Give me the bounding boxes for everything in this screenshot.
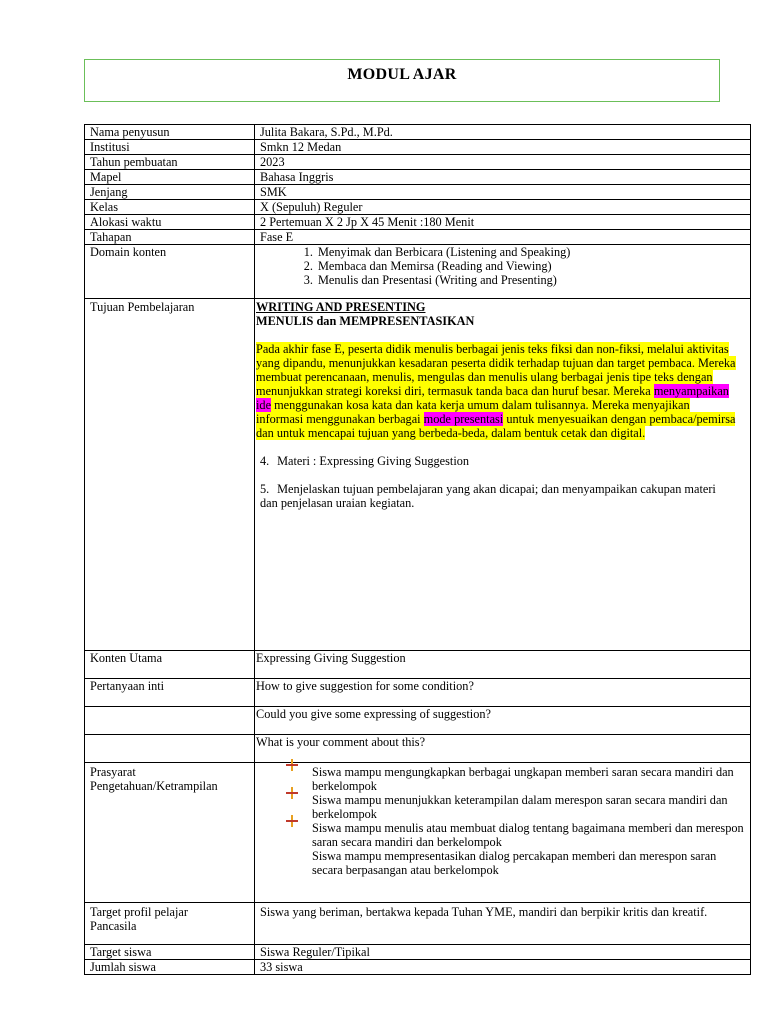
row-value: Fase E <box>255 230 751 245</box>
pertanyaan-label: Pertanyaan inti <box>85 679 255 707</box>
list-item: 1. Menyimak dan Berbicara (Listening and Speaking) <box>316 245 745 259</box>
highlight-text: Pada akhir fase E, peserta didik menulis berbagai jenis teks fiksi dan non-fiksi, melalui aktivitas yang dipandu, menunjukkan kesadaran peserta didik terhadap tujuan dan target pembaca. Mereka membuat perencanaan, menulis, mengulas dan menulis ulang berbagai jenis tipe teks dengan menunjukkan strategi koreksi diri, termasuk tanda baca dan huruf besar. Mereka <box>256 342 736 398</box>
table-row <box>85 200 751 215</box>
highlight-text: untuk menyesuaikan dengan pembaca/pemirsa dan untuk mencapai tujuan yang berbeda-beda, dalam bentuk cetak dan digital. <box>256 412 736 440</box>
jumlah-row <box>85 960 751 975</box>
profil-label-line: Pancasila <box>90 919 137 933</box>
row-value: Smkn 12 Medan <box>255 140 751 155</box>
list-item <box>312 821 745 849</box>
domain-value <box>255 245 751 299</box>
item-number: 5. <box>260 482 270 496</box>
table-row <box>85 170 751 185</box>
list-item <box>312 765 745 793</box>
highlight-text: mode presentasi <box>423 412 504 426</box>
pertanyaan-row <box>85 735 751 763</box>
domain-row <box>85 245 751 299</box>
profil-label <box>85 903 255 945</box>
plus-bullet-icon <box>286 815 298 827</box>
prasyarat-label-line: Prasyarat <box>90 765 136 779</box>
pertanyaan-row <box>85 679 751 707</box>
item-text: Siswa mampu mengungkapkan berbagai ungkapan memberi saran secara mandiri dan berkelompok <box>312 765 734 793</box>
plus-bullet-icon <box>286 787 298 799</box>
target-label: Target siswa <box>85 945 255 960</box>
row-value: 2023 <box>255 155 751 170</box>
prasyarat-row <box>85 763 751 903</box>
profil-row <box>85 903 751 945</box>
tujuan-row <box>85 299 751 651</box>
table-row <box>85 230 751 245</box>
domain-label: Domain konten <box>85 245 255 299</box>
jumlah-value: 33 siswa <box>255 960 751 975</box>
domain-list <box>260 245 745 287</box>
pertanyaan-row <box>85 707 751 735</box>
table-row <box>85 140 751 155</box>
prasyarat-value <box>255 763 751 903</box>
tujuan-paragraph <box>256 342 736 440</box>
item-text: Siswa mampu menulis atau membuat dialog tentang bagaimana memberi dan merespon saran secara mandiri dan berkelompok <box>312 821 744 849</box>
tujuan-heading: WRITING AND PRESENTING <box>256 300 426 314</box>
item-text: Materi : Expressing Giving Suggestion <box>277 454 470 468</box>
list-item <box>312 849 745 877</box>
target-value: Siswa Reguler/Tipikal <box>255 945 751 960</box>
table-row <box>85 155 751 170</box>
item-number: 4. <box>260 454 270 468</box>
document-title: MODUL AJAR <box>347 66 457 83</box>
prasyarat-label <box>85 763 255 903</box>
table-row <box>85 185 751 200</box>
prasyarat-list <box>260 765 745 877</box>
list-item <box>312 793 745 821</box>
row-value: X (Sepuluh) Reguler <box>255 200 751 215</box>
module-info-table <box>84 124 751 975</box>
profil-label-line: Target profil pelajar <box>90 905 188 919</box>
table-row <box>85 215 751 230</box>
list-item <box>256 482 736 510</box>
row-label: Alokasi waktu <box>85 215 255 230</box>
row-label: Kelas <box>85 200 255 215</box>
konten-row <box>85 651 751 679</box>
row-value: 2 Pertemuan X 2 Jp X 45 Menit :180 Menit <box>255 215 751 230</box>
row-value: Julita Bakara, S.Pd., M.Pd. <box>255 125 751 140</box>
question-3: What is your comment about this? <box>255 735 751 763</box>
jumlah-label: Jumlah siswa <box>85 960 255 975</box>
row-label: Institusi <box>85 140 255 155</box>
highlight-text: menggunakan kosa kata dan kata kerja umum dalam tulisannya. Mereka menyajikan informasi menggunakan berbagai <box>256 398 690 426</box>
highlight-text: menyampaikan ide <box>256 384 729 412</box>
question-2: Could you give some expressing of suggestion? <box>255 707 751 735</box>
row-value: SMK <box>255 185 751 200</box>
tujuan-value <box>255 299 751 651</box>
title-box <box>84 59 720 102</box>
item-text: Siswa mampu menunjukkan keterampilan dalam merespon saran secara mandiri dan berkelompok <box>312 793 728 821</box>
table-row <box>85 125 751 140</box>
row-label: Jenjang <box>85 185 255 200</box>
prasyarat-label-line: Pengetahuan/Ketrampilan <box>90 779 218 793</box>
question-1: How to give suggestion for some condition? <box>255 679 751 707</box>
konten-label: Konten Utama <box>85 651 255 679</box>
item-text: Menjelaskan tujuan pembelajaran yang akan dicapai; dan menyampaikan cakupan materi dan penjelasan uraian kegiatan. <box>260 482 716 510</box>
plus-bullet-icon <box>286 759 298 771</box>
target-row <box>85 945 751 960</box>
row-label: Mapel <box>85 170 255 185</box>
tujuan-label: Tujuan Pembelajaran <box>85 299 255 651</box>
row-value: Bahasa Inggris <box>255 170 751 185</box>
empty-label <box>85 735 255 763</box>
list-item <box>256 454 736 468</box>
list-item: 3. Menulis dan Presentasi (Writing and Presenting) <box>316 273 745 287</box>
row-label: Nama penyusun <box>85 125 255 140</box>
empty-label <box>85 707 255 735</box>
row-label: Tahun pembuatan <box>85 155 255 170</box>
list-item: 2. Membaca dan Memirsa (Reading and Viewing) <box>316 259 745 273</box>
profil-value: Siswa yang beriman, bertakwa kepada Tuhan YME, mandiri dan berpikir kritis dan kreatif. <box>255 903 751 945</box>
tujuan-subheading: MENULIS dan MEMPRESENTASIKAN <box>256 314 475 328</box>
konten-value: Expressing Giving Suggestion <box>255 651 751 679</box>
item-text: Siswa mampu mempresentasikan dialog percakapan memberi dan merespon saran secara berpasangan atau berkelompok <box>312 849 717 877</box>
row-label: Tahapan <box>85 230 255 245</box>
